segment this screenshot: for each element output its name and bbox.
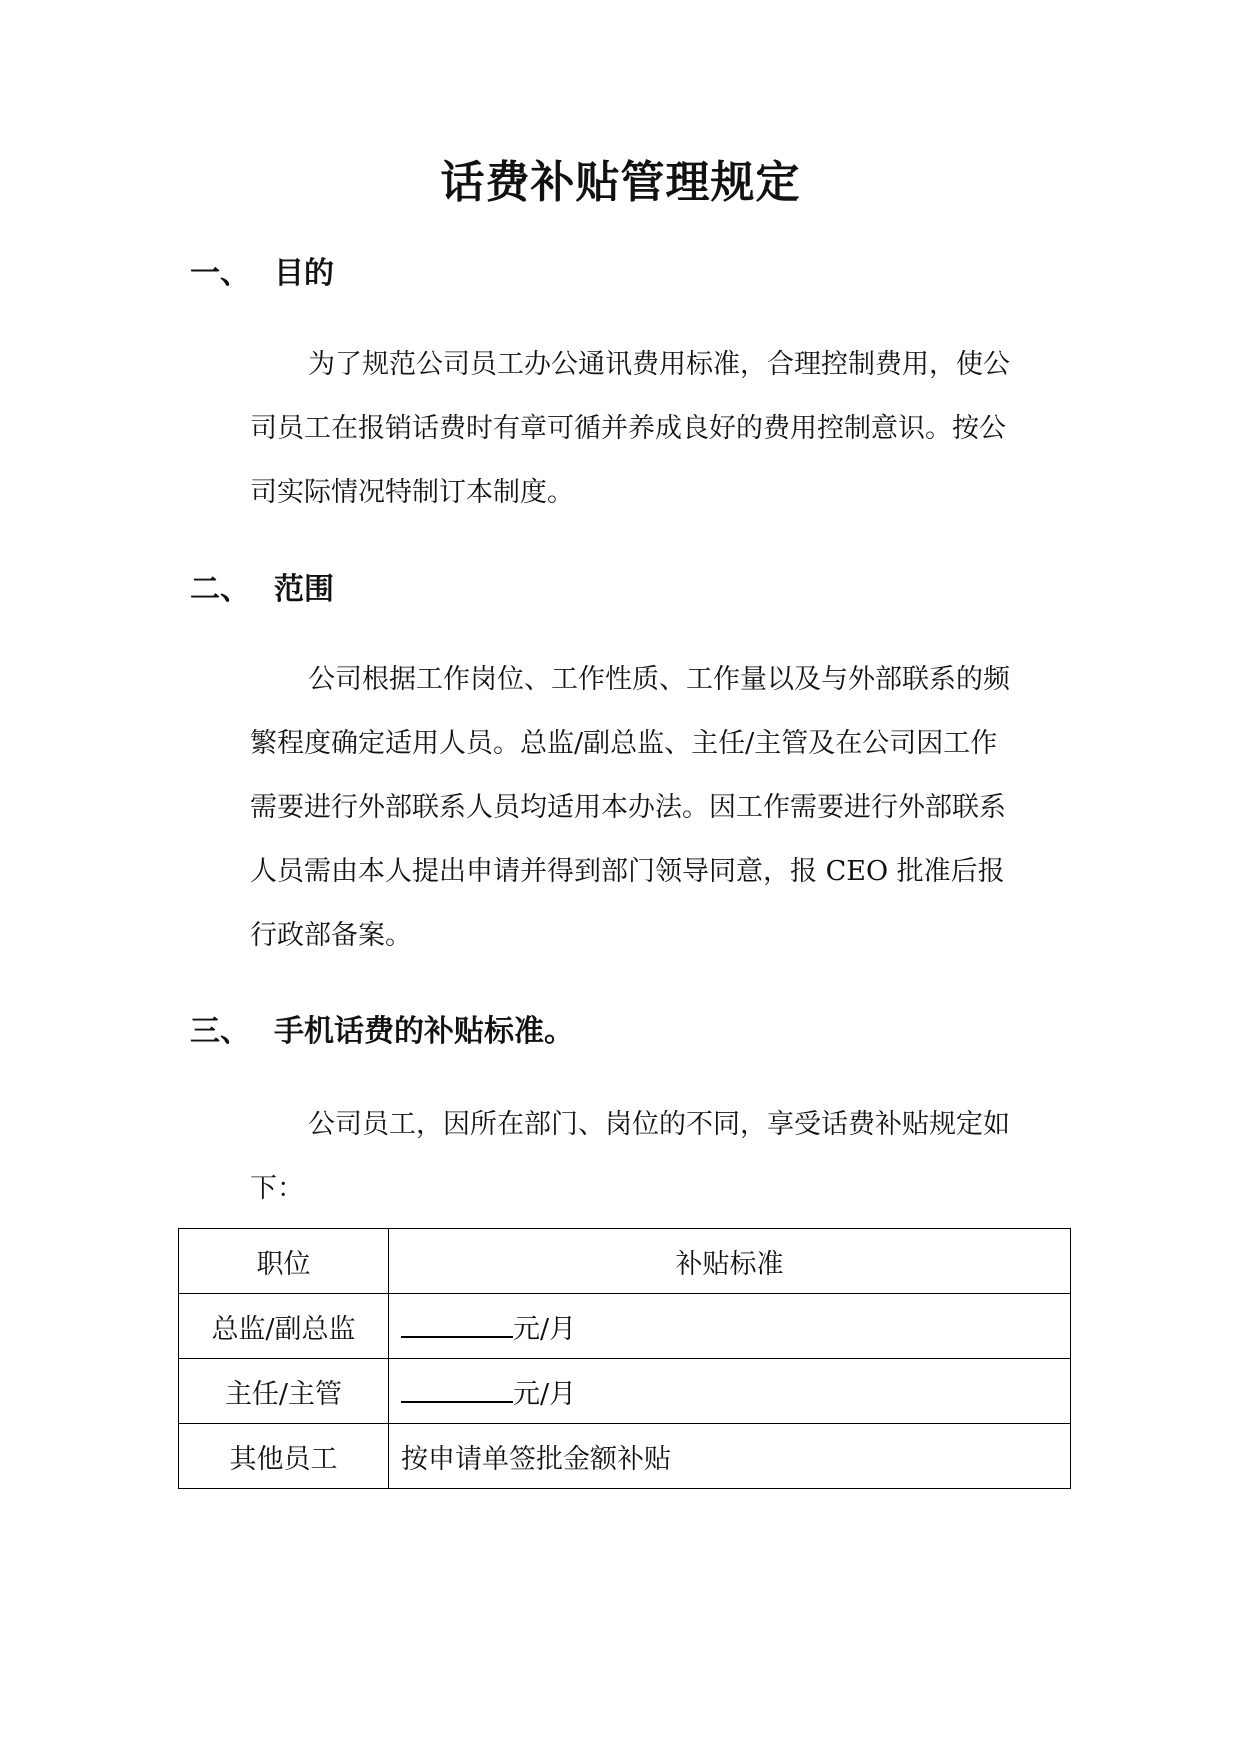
column-header-position: 职位 (179, 1229, 389, 1294)
position-cell: 主任/主管 (179, 1359, 389, 1424)
standard-unit: 元/月 (513, 1378, 577, 1410)
paragraph-line: 人员需由本人提出申请并得到部门领导同意，报 CEO 批准后报 (250, 856, 1005, 887)
paragraph-line: 需要进行外部联系人员均适用本办法。因工作需要进行外部联系 (250, 792, 1006, 823)
section-title: 目的 (274, 256, 334, 291)
paragraph-line: 繁程度确定适用人员。总监/副总监、主任/主管及在公司因工作 (250, 728, 998, 759)
document-title: 话费补贴管理规定 (440, 157, 801, 208)
paragraph-line: 下： (250, 1173, 304, 1204)
section-title: 手机话费的补贴标准。 (274, 1014, 574, 1049)
table-row (179, 1424, 1071, 1489)
paragraph-line: 公司员工，因所在部门、岗位的不同，享受话费补贴规定如 (308, 1109, 1010, 1140)
section-paragraph-2 (250, 648, 1060, 968)
position-cell: 其他员工 (179, 1424, 389, 1489)
amount-blank (401, 1310, 513, 1338)
paragraph-line: 为了规范公司员工办公通讯费用标准，合理控制费用，使公 (308, 349, 1010, 380)
standard-cell (389, 1294, 1071, 1359)
subsidy-standard-table (178, 1228, 1071, 1489)
table-row (179, 1294, 1071, 1359)
section-heading-1 (190, 252, 334, 296)
standard-unit: 元/月 (513, 1313, 577, 1345)
standard-cell: 按申请单签批金额补贴 (389, 1424, 1071, 1489)
paragraph-line: 司实际情况特制订本制度。 (250, 477, 574, 508)
paragraph-line: 行政部备案。 (250, 920, 412, 951)
paragraph-line: 司员工在报销话费时有章可循并养成良好的费用控制意识。按公 (250, 413, 1006, 444)
column-header-standard: 补贴标准 (389, 1229, 1071, 1294)
section-title: 范围 (274, 572, 334, 607)
table-header-row (179, 1229, 1071, 1294)
table-row (179, 1359, 1071, 1424)
section-heading-3 (190, 1010, 574, 1054)
paragraph-line: 公司根据工作岗位、工作性质、工作量以及与外部联系的频 (308, 664, 1010, 695)
section-number: 一、 (190, 256, 250, 291)
standard-cell (389, 1359, 1071, 1424)
section-paragraph-1 (250, 333, 1060, 525)
section-heading-2 (190, 568, 334, 612)
section-paragraph-3 (250, 1093, 1060, 1221)
section-number: 三、 (190, 1014, 250, 1049)
amount-blank (401, 1375, 513, 1403)
position-cell: 总监/副总监 (179, 1294, 389, 1359)
section-number: 二、 (190, 572, 250, 607)
